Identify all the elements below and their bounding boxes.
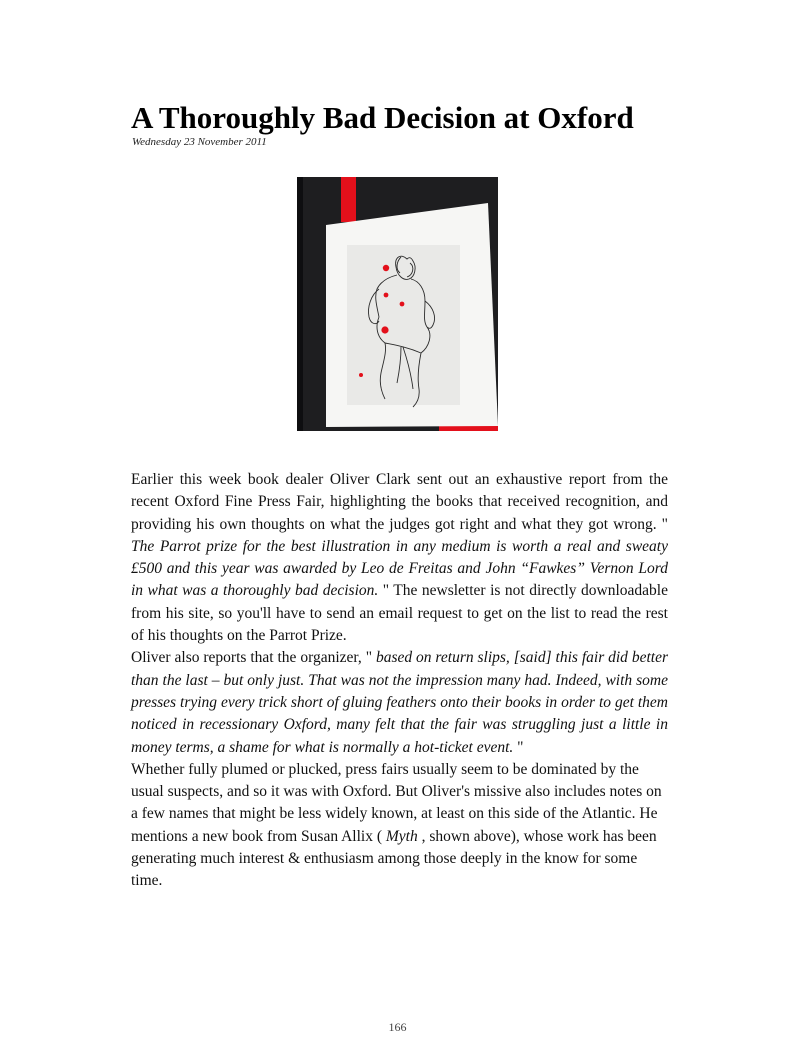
red-dot-3: [400, 302, 405, 307]
red-band-top: [341, 177, 356, 222]
article-body: [131, 469, 668, 893]
paragraph-1-text-a: Earlier this week book dealer Oliver Clark sent out an exhaustive report from the recent Oxford Fine Press Fair, highlighting the books that received recognition, and providing his own thoughts on what the judges got right and what they got wrong. ": [131, 471, 668, 533]
red-dot-1: [383, 265, 389, 271]
book-cover-image: [297, 177, 498, 431]
cover-spine-shadow: [297, 177, 303, 431]
paragraph-1: [131, 469, 668, 647]
paragraph-2-text-b: ": [513, 738, 524, 756]
red-dot-4: [381, 326, 388, 333]
red-dot-2: [384, 293, 389, 298]
paragraph-2-text-a: Oliver also reports that the organizer, ": [131, 649, 376, 667]
parrot-prize-quote: The Parrot prize for the best illustration in any medium is worth a real and sweaty £500 and this year was awarded by Leo de Freitas and John “Fawkes” Vernon Lord in what was a thoroughly bad decision.: [131, 537, 668, 600]
article-date: Wednesday 23 November 2011: [132, 136, 267, 148]
paragraph-3: [131, 759, 668, 893]
book-title-myth: Myth: [385, 827, 418, 845]
organizer-quote: based on return slips, [said] this fair did better than the last – but only just. That was not the impression many had. Indeed, with some presses trying every trick short of gluing feathers onto their books in order to get them noticed in recessionary Oxford, many felt that the fair was struggling just a little in money terms, a shame for what is normally a hot-ticket event.: [131, 649, 668, 756]
paragraph-3-text-b: , shown above), whose work has been generating much interest & enthusiasm among those deeply in the know for some time.: [131, 827, 657, 890]
paragraph-3-text-a: Whether fully plumed or plucked, press fairs usually seem to be dominated by the usual suspects, and so it was with Oxford. But Oliver's missive also includes notes on a few names that might be less widely known, at least on this side of the Atlantic. He mentions a new book from Susan Allix (: [131, 760, 662, 845]
red-dot-5: [359, 373, 363, 377]
paragraph-2: [131, 647, 668, 758]
page-number: 166: [388, 1020, 407, 1034]
etching-plate: [347, 245, 460, 405]
paragraph-1-text-b: " The newsletter is not directly downloadable from his site, so you'll have to send an email request to get on the list to read the rest of his thoughts on the Parrot Prize.: [131, 582, 668, 645]
article-title: A Thoroughly Bad Decision at Oxford: [131, 100, 634, 135]
